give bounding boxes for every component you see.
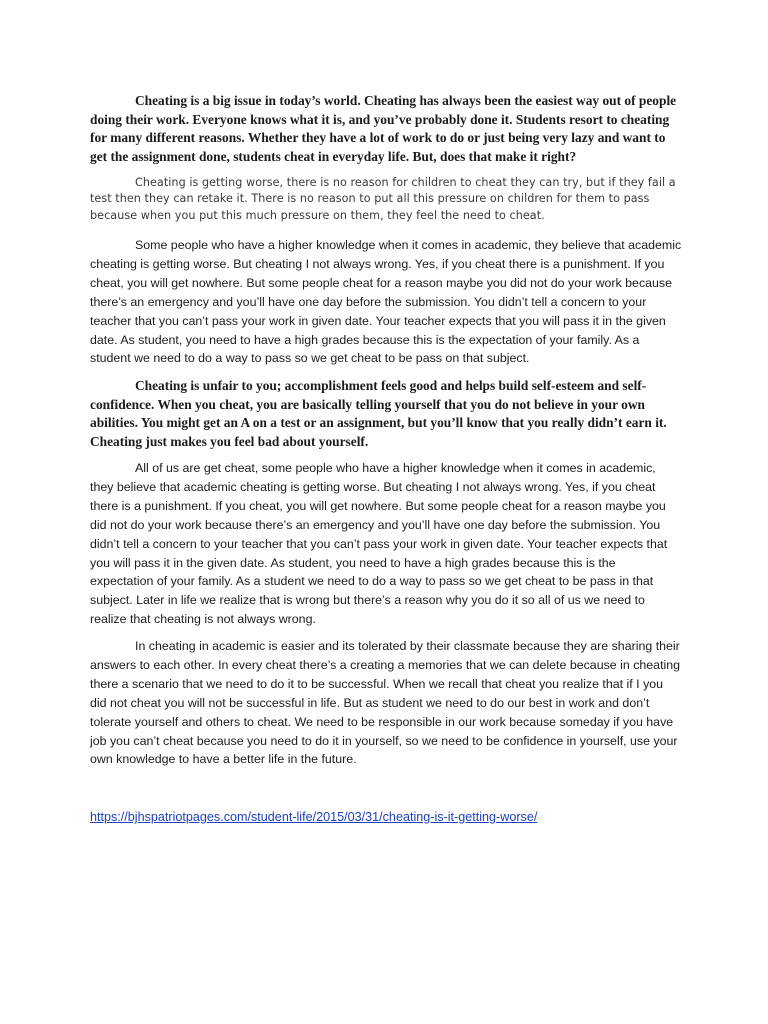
paragraph-higher-knowledge: Some people who have a higher knowledge when it comes in academic, they believe that academic cheating is getting worse. But cheating I not always wrong. Yes, if you cheat there is a punishment. If you cheat, you will get nowhere. But some people cheat for a reason maybe you did not do your work because there’s an emergency and you’ll have one day before the submission. You didn’t tell a concern to your teacher that you can’t pass your work in given date. Your teacher expects that you will pass it in the given date. As student, you need to have a high grades because this is the expectation of your family. As a student we need to do a way to pass so we get cheat to be pass on that subject. bbox=[90, 238, 682, 366]
paragraph-conclusion: In cheating in academic is easier and its tolerated by their classmate because they are sharing their answers to each other. In every cheat there’s a creating a memories that we can delete because in cheating there a scenario that we need to do it to be successful. When we recall that cheat you realize that if I you did not cheat you will not be successful in life. But as student we need to do our best in work and don’t tolerate yourself and others to cheat. We need to be responsible in our work because someday if you have job you can’t cheat because you need to do it in yourself, so we need to be confidence in yourself, use your own knowledge to have a better life in the future. bbox=[90, 639, 681, 767]
paragraph-pressure: Cheating is getting worse, there is no reason for children to cheat they can try, but if they fail a test then they can retake it. There is no reason to put all this pressure on children for them to pass because when you put this much pressure on them, they feel the need to cheat. bbox=[90, 176, 676, 222]
paragraph-unfair: Cheating is unfair to you; accomplishment feels good and helps build self-esteem and self-confidence. When you cheat, you are basically telling yourself that you do not believe in your own abilities. You might get an A on a test or an assignment, but you’ll know that you really didn’t earn it. Cheating just makes you feel bad about yourself. bbox=[90, 378, 667, 450]
source-link[interactable]: https://bjhspatriotpages.com/student-life/2015/03/31/cheating-is-it-getting-worse/ bbox=[90, 810, 538, 824]
paragraph-intro: Cheating is a big issue in today’s world. Cheating has always been the easiest way out of people doing their work. Everyone knows what it is, and you’ve probably done it. Students resort to cheating for many different reasons. Whether they have a lot of work to do or just being very lazy and want to get the assignment done, students cheat in everyday life. But, does that make it right? bbox=[90, 93, 677, 165]
paragraph-all-of-us: All of us are get cheat, some people who have a higher knowledge when it comes in academic, they believe that academic cheating is getting worse. But cheating I not always wrong. Yes, if you cheat there is a punishment. If you cheat, you will get nowhere. But some people cheat for a reason maybe you did not do your work because there’s an emergency and you’ll have one day before the submission. You didn’t tell a concern to your teacher that you can’t pass your work in given date. Your teacher expects that you will pass it in the given date. As student, you need to have a high grades because this is the expectation of your family. As a student we need to do a way to pass so we get cheat to be pass in that subject. Later in life we realize that is wrong but there’s a reason why you do it so all of us we need to realize that cheating is not always wrong. bbox=[90, 461, 668, 627]
